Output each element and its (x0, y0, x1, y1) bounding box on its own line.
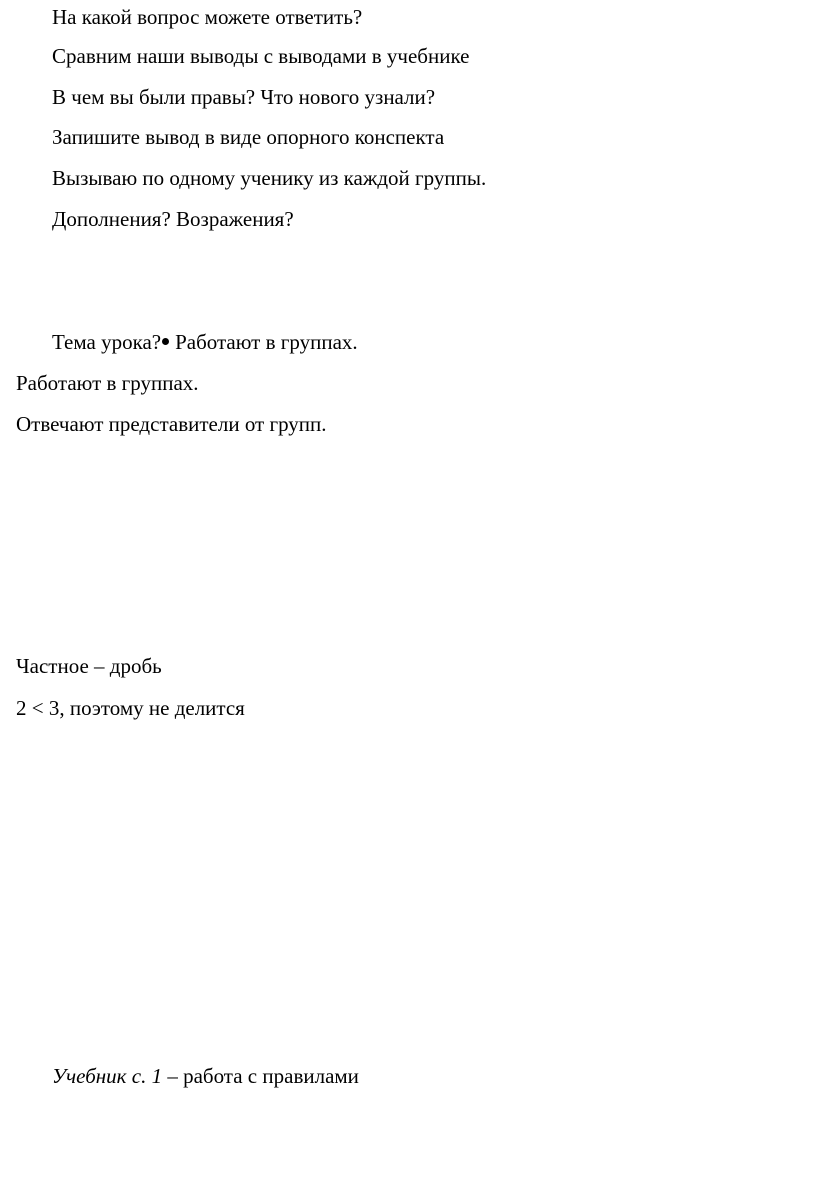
text-line-topic (52, 332, 358, 353)
bullet-icon (162, 338, 169, 345)
text-line-call-students: Вызываю по одному ученику из каждой группы. (52, 166, 487, 190)
text-line-groups: Работают в группах. (16, 371, 199, 395)
text-line-question: На какой вопрос можете ответить? (52, 5, 363, 29)
text-line-compare-conclusions: Сравним наши выводы с выводами в учебнике (52, 44, 470, 68)
topic-answer: Работают в группах. (175, 330, 358, 354)
text-line-quotient: Частное – дробь (16, 654, 162, 678)
text-line-write-summary: Запишите вывод в виде опорного конспекта (52, 125, 445, 149)
text-line-textbook (52, 1066, 359, 1087)
topic-question: Тема урока? (52, 330, 162, 354)
text-line-representatives: Отвечают представители от групп. (16, 412, 327, 436)
text-line-what-new: В чем вы были правы? Что нового узнали? (52, 85, 436, 109)
textbook-reference: Учебник с. 1 (52, 1064, 163, 1088)
text-line-comparison: 2 < 3, поэтому не делится (16, 696, 245, 720)
textbook-task: – работа с правилами (162, 1064, 359, 1088)
text-line-additions: Дополнения? Возражения? (52, 207, 294, 231)
